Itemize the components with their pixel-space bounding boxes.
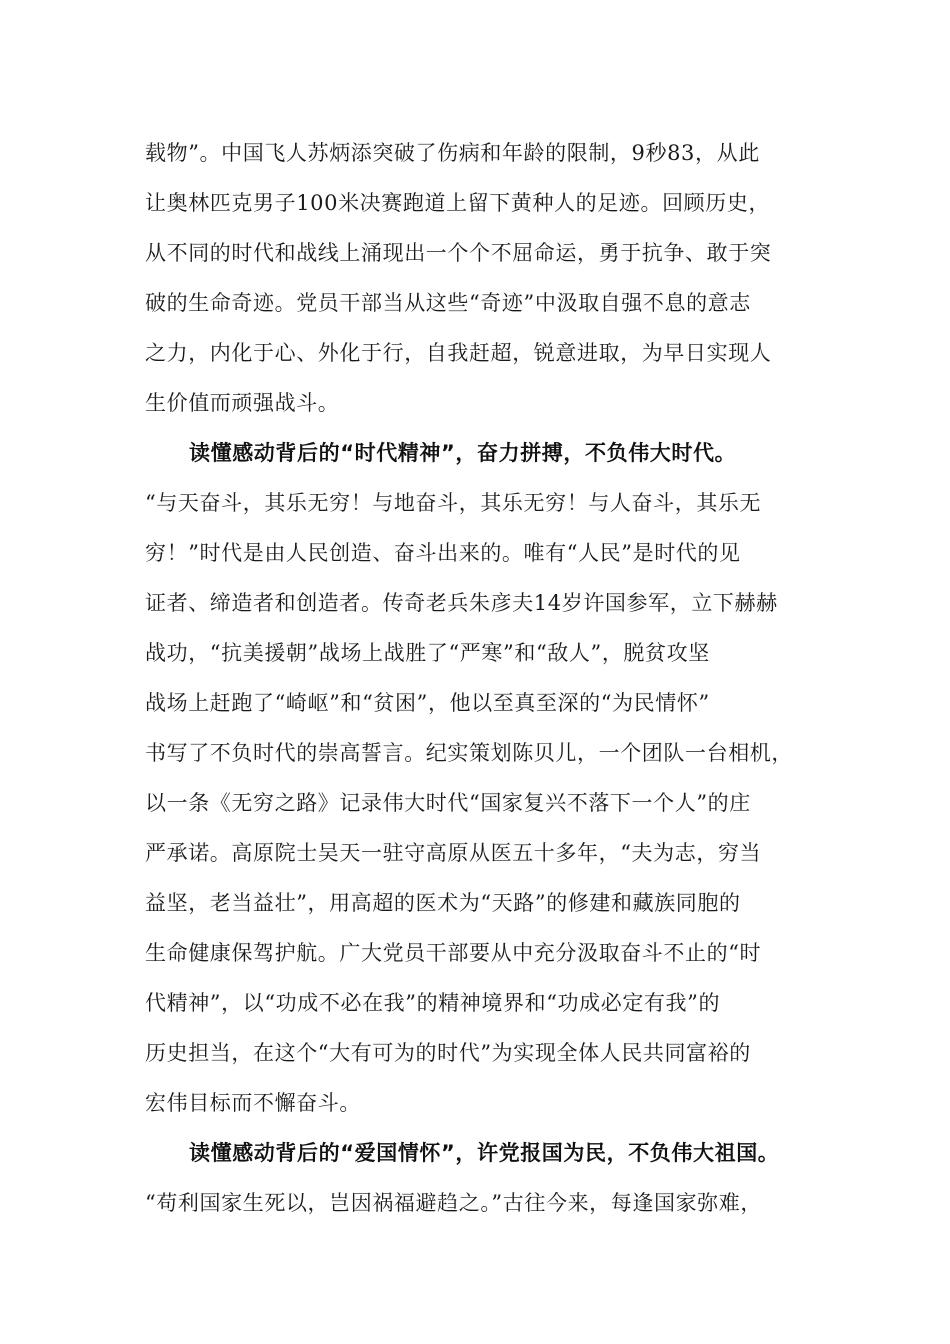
paragraph-line: 以一条《无穷之路》记录伟大时代“国家复兴不落下一个人”的庄 xyxy=(145,791,751,815)
paragraph-line: “与天奋斗，其乐无穷！与地奋斗，其乐无穷！与人奋斗，其乐无 xyxy=(145,491,762,515)
paragraph-line: 生价值而顽强战斗。 xyxy=(145,391,340,415)
paragraph-line: 历史担当，在这个“大有可为的时代”为实现全体人民共同富裕的 xyxy=(145,1041,751,1065)
paragraph-line: 之力，内化于心、外化于行，自我赶超，锐意进取，为早日实现人 xyxy=(145,341,772,365)
paragraph-line: 让奥林匹克男子100米决赛跑道上留下黄种人的足迹。回顾历史， xyxy=(145,191,771,215)
paragraph-line: 穷！”时代是由人民创造、奋斗出来的。唯有“人民”是时代的见 xyxy=(145,541,741,565)
paragraph-line: 宏伟目标而不懈奋斗。 xyxy=(145,1091,361,1115)
section-heading: 读懂感动背后的“爱国情怀”，许党报国为民，不负伟大祖国。 xyxy=(189,1141,780,1165)
paragraph-line: 破的生命奇迹。党员干部当从这些“奇迹”中汲取自强不息的意志 xyxy=(145,291,751,315)
paragraph-line: 证者、缔造者和创造者。传奇老兵朱彦夫14岁许国参军，立下赫赫 xyxy=(145,591,778,615)
paragraph-line: 书写了不负时代的崇高誓言。纪实策划陈贝儿，一个团队一台相机， xyxy=(145,741,793,765)
section-heading: 读懂感动背后的“时代精神”，奋力拼搏，不负伟大时代。 xyxy=(189,441,737,465)
paragraph-line: 战场上赶跑了“崎岖”和“贫困”，他以至真至深的“为民情怀” xyxy=(145,691,710,715)
paragraph-line: 益坚，老当益壮”，用高超的医术为“天路”的修建和藏族同胞的 xyxy=(145,891,741,915)
paragraph-line: “苟利国家生死以，岂因祸福避趋之。”古往今来，每逢国家弥难， xyxy=(145,1191,762,1215)
paragraph-line: 生命健康保驾护航。广大党员干部要从中充分汲取奋斗不止的“时 xyxy=(145,941,762,965)
paragraph-line: 战功，“抗美援朝”战场上战胜了“严寒”和“敌人”，脱贫攻坚 xyxy=(145,641,710,665)
article-body xyxy=(145,128,815,1228)
paragraph-line: 严承诺。高原院士吴天一驻守高原从医五十多年，“夫为志，穷当 xyxy=(145,841,762,865)
paragraph-line: 从不同的时代和战线上涌现出一个个不屈命运，勇于抗争、敢于突 xyxy=(145,241,772,265)
paragraph-line: 载物”。中国飞人苏炳添突破了伤病和年龄的限制，9秒83，从此 xyxy=(145,141,760,165)
paragraph-line: 代精神”，以“功成不必在我”的精神境界和“功成必定有我”的 xyxy=(145,991,721,1015)
